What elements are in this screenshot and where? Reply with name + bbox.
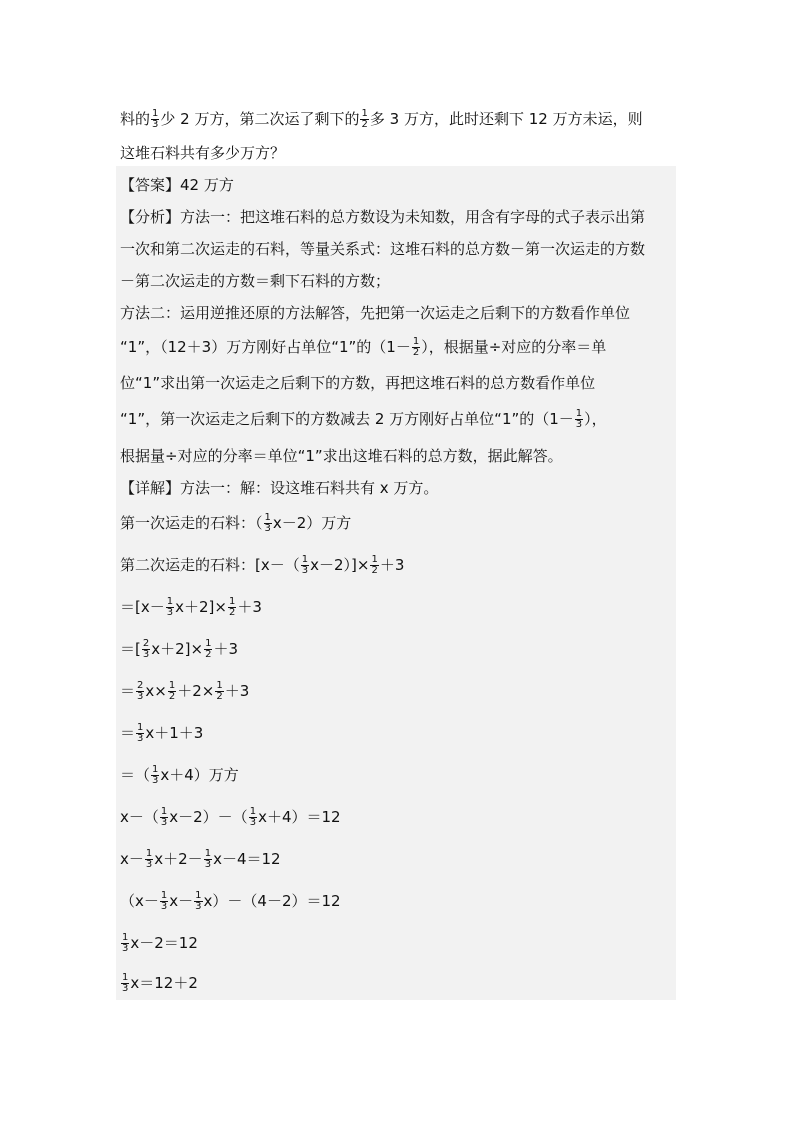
text-segment: ＋3 — [213, 640, 238, 658]
text-segment: ＝ — [120, 724, 136, 742]
text-segment: 【分析】方法一：把这堆石料的总方数设为未知数，用含有字母的式子表示出第 — [120, 208, 646, 226]
text-segment: x－ — [169, 892, 194, 910]
fraction — [121, 973, 129, 994]
text-segment: ＋3 — [224, 682, 250, 700]
detail-line-3 — [120, 554, 404, 576]
analysis-line-5 — [120, 336, 606, 358]
fraction-numerator: 1 — [575, 407, 583, 419]
fraction-numerator: 1 — [228, 595, 236, 607]
fraction — [166, 597, 174, 618]
fraction-numerator: 1 — [137, 721, 144, 733]
text-segment: ＋3 — [237, 598, 262, 616]
fraction-numerator: 1 — [160, 889, 168, 901]
text-segment: －第二次运走的方数＝剩下石料的方数； — [120, 272, 391, 290]
fraction — [264, 513, 272, 534]
text-segment: x＋4）万方 — [160, 766, 239, 784]
detail-line-5 — [120, 638, 238, 660]
fraction-numerator: 1 — [412, 335, 420, 347]
fraction — [204, 639, 212, 660]
analysis-line-7 — [120, 408, 607, 430]
fraction — [215, 681, 223, 702]
text-segment: x－2）万方 — [272, 514, 352, 532]
text-segment: x＋2]× — [175, 598, 227, 616]
detail-line-12 — [120, 932, 198, 954]
fraction — [136, 723, 144, 744]
fraction-denominator: 3 — [152, 774, 159, 786]
fraction-denominator: 2 — [371, 564, 378, 576]
fraction-numerator: 1 — [166, 595, 174, 607]
fraction-numerator: 1 — [301, 553, 309, 565]
fraction — [370, 555, 378, 576]
fraction-denominator: 3 — [301, 564, 309, 576]
text-segment: 这堆石料共有多少万方？ — [120, 144, 286, 162]
fraction-numerator: 1 — [145, 847, 153, 859]
detail-line-10 — [120, 848, 281, 870]
fraction — [412, 337, 420, 358]
text-segment: 根据量÷对应的分率＝单位“1”求出这堆石料的总方数，据此解答。 — [120, 447, 563, 465]
fraction-numerator: 1 — [249, 805, 257, 817]
fraction-denominator: 2 — [228, 606, 236, 618]
fraction-numerator: 1 — [152, 763, 159, 775]
fraction-denominator: 3 — [249, 816, 257, 828]
text-segment: x＋2]× — [151, 640, 204, 658]
fraction — [160, 891, 168, 912]
fraction — [160, 807, 168, 828]
detail-line-4 — [120, 596, 262, 618]
fraction-numerator: 2 — [142, 637, 150, 649]
text-segment: ），根据量÷对应的分率＝单 — [421, 338, 607, 356]
answer-line — [120, 174, 234, 196]
fraction-denominator: 3 — [142, 648, 150, 660]
analysis-line-1 — [120, 206, 645, 228]
text-segment: x＝12＋2 — [130, 974, 198, 992]
fraction-denominator: 3 — [166, 606, 174, 618]
fraction-denominator: 2 — [205, 648, 212, 660]
text-segment: x－4＝12 — [213, 850, 281, 868]
fraction — [151, 765, 159, 786]
text-segment: “1”，第一次运走之后剩下的方数减去 2 万方刚好占单位“1”的（1－ — [120, 410, 574, 428]
analysis-line-2 — [120, 238, 645, 260]
text-segment: ＝[x－ — [120, 598, 165, 616]
detail-line-2 — [120, 512, 351, 534]
fraction-denominator: 3 — [122, 982, 129, 994]
fraction-denominator: 3 — [152, 118, 159, 130]
fraction — [194, 891, 202, 912]
fraction-numerator: 1 — [205, 637, 212, 649]
fraction-numerator: 1 — [371, 553, 378, 565]
text-segment: ）， — [584, 410, 607, 428]
fraction-numerator: 1 — [168, 679, 176, 691]
fraction-denominator: 3 — [160, 816, 168, 828]
fraction — [360, 109, 368, 130]
fraction — [249, 807, 257, 828]
detail-line-9 — [120, 806, 341, 828]
text-segment: ＋2× — [177, 682, 215, 700]
fraction — [301, 555, 309, 576]
fraction — [228, 597, 236, 618]
text-segment: ＋3 — [379, 556, 405, 574]
text-segment: ＝（ — [120, 766, 151, 784]
fraction — [204, 849, 212, 870]
detail-line-7 — [120, 722, 203, 744]
analysis-line-8 — [120, 445, 563, 467]
fraction — [575, 409, 583, 430]
text-segment: 第二次运走的石料：[x－（ — [120, 556, 300, 574]
fraction — [151, 109, 159, 130]
text-segment: x）－（4－2）＝12 — [203, 892, 341, 910]
fraction-numerator: 1 — [152, 107, 159, 119]
fraction-denominator: 2 — [216, 690, 223, 702]
fraction-denominator: 3 — [264, 522, 271, 534]
fraction-numerator: 1 — [204, 847, 212, 859]
fraction-denominator: 3 — [137, 690, 144, 702]
fraction-numerator: 1 — [361, 107, 368, 119]
fraction-denominator: 3 — [160, 900, 168, 912]
fraction — [145, 849, 153, 870]
fraction-numerator: 1 — [264, 511, 271, 523]
text-segment: 少 2 万方，第二次运了剩下的 — [160, 110, 360, 128]
analysis-line-4 — [120, 302, 630, 324]
fraction-numerator: 1 — [160, 805, 168, 817]
text-segment: （x－ — [120, 892, 159, 910]
answer-text: 【答案】42 万方 — [120, 176, 234, 194]
text-segment: 方法二：运用逆推还原的方法解答，先把第一次运走之后剩下的方数看作单位 — [120, 304, 631, 322]
fraction — [121, 933, 129, 954]
text-segment: “1”，（12＋3）万方刚好占单位“1”的（1－ — [120, 338, 411, 356]
fraction-numerator: 2 — [137, 679, 144, 691]
text-segment: 多 3 万方，此时还剩下 12 万方未运，则 — [369, 110, 643, 128]
fraction-denominator: 2 — [168, 690, 176, 702]
text-segment: x＋4）＝12 — [258, 808, 341, 826]
text-segment: ＝ — [120, 682, 136, 700]
analysis-line-6 — [120, 372, 595, 394]
fraction-denominator: 3 — [195, 900, 202, 912]
text-segment: 【详解】方法一：解：设这堆石料共有 x 万方。 — [120, 479, 439, 497]
text-segment: x－2）]× — [310, 556, 370, 574]
fraction-numerator: 1 — [216, 679, 223, 691]
fraction-numerator: 1 — [122, 971, 129, 983]
fraction-denominator: 3 — [137, 732, 144, 744]
fraction-denominator: 3 — [204, 858, 212, 870]
fraction — [142, 639, 150, 660]
text-segment: x＋2－ — [154, 850, 203, 868]
text-segment: 位“1”求出第一次运走之后剩下的方数，再把这堆石料的总方数看作单位 — [120, 374, 596, 392]
text-segment: ＝[ — [120, 640, 141, 658]
detail-line-8 — [120, 764, 239, 786]
fraction-numerator: 1 — [195, 889, 202, 901]
text-segment: x＋1＋3 — [145, 724, 204, 742]
fraction-denominator: 2 — [361, 118, 368, 130]
text-segment: 第一次运走的石料：（ — [120, 514, 263, 532]
text-segment: 一次和第二次运走的石料，等量关系式：这堆石料的总方数－第一次运走的方数 — [120, 240, 646, 258]
problem-line-2 — [120, 142, 285, 164]
detail-line-1 — [120, 477, 438, 499]
text-segment: x× — [145, 682, 167, 700]
fraction-denominator: 3 — [122, 942, 129, 954]
fraction — [136, 681, 144, 702]
detail-line-13 — [120, 972, 198, 994]
analysis-line-3 — [120, 270, 390, 292]
detail-line-6 — [120, 680, 249, 702]
text-segment: x－2＝12 — [130, 934, 198, 952]
fraction-numerator: 1 — [122, 931, 129, 943]
fraction-denominator: 2 — [412, 346, 420, 358]
text-segment: x－ — [120, 850, 144, 868]
fraction-denominator: 3 — [575, 418, 583, 430]
text-segment: x－（ — [120, 808, 159, 826]
text-segment: x－2）－（ — [169, 808, 248, 826]
problem-line-1 — [120, 108, 643, 130]
fraction-denominator: 3 — [145, 858, 153, 870]
fraction — [168, 681, 176, 702]
text-segment: 料的 — [120, 110, 151, 128]
detail-line-11 — [120, 890, 341, 912]
